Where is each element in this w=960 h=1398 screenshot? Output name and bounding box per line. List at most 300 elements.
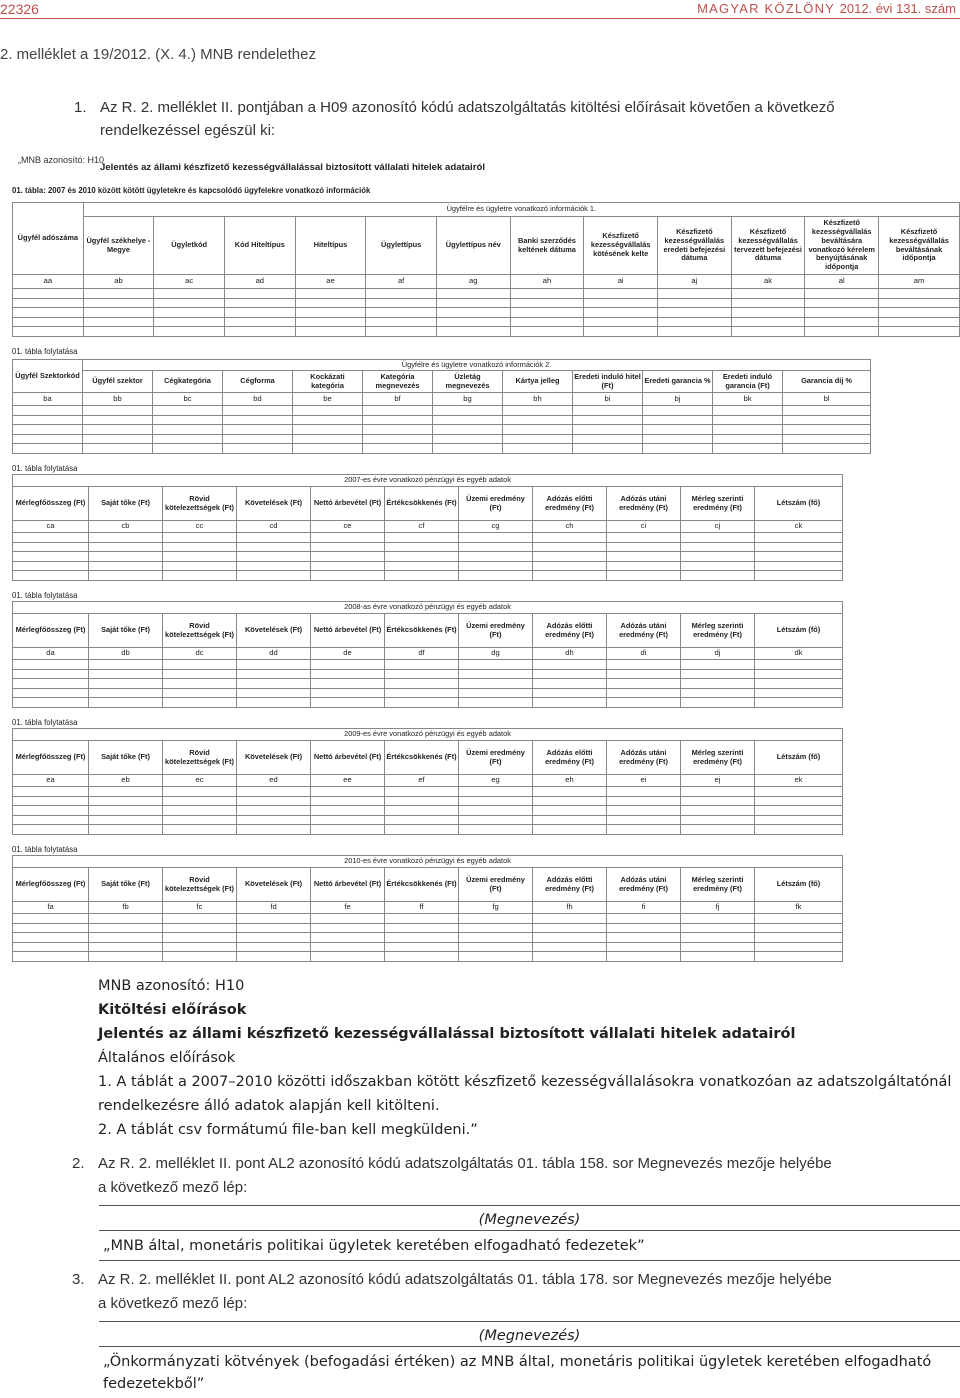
empty-cell bbox=[584, 308, 658, 318]
empty-cell bbox=[13, 317, 84, 327]
empty-cell bbox=[510, 308, 584, 318]
empty-cell bbox=[385, 542, 459, 552]
header-cell: Értékcsökkenés (Ft) bbox=[385, 741, 459, 775]
empty-cell bbox=[223, 434, 293, 444]
empty-cell bbox=[805, 308, 879, 318]
column-code: ai bbox=[584, 275, 658, 289]
empty-cell bbox=[607, 914, 681, 924]
column-code: ec bbox=[163, 775, 237, 787]
empty-cell bbox=[607, 679, 681, 689]
empty-cell bbox=[154, 308, 225, 318]
empty-cell bbox=[607, 552, 681, 562]
header-cell: Értékcsökkenés (Ft) bbox=[385, 487, 459, 521]
empty-cell bbox=[163, 679, 237, 689]
empty-cell bbox=[607, 942, 681, 952]
empty-cell bbox=[385, 698, 459, 708]
empty-cell bbox=[459, 923, 533, 933]
header-cell: Adózás utáni eredmény (Ft) bbox=[607, 868, 681, 902]
empty-cell bbox=[237, 825, 311, 835]
empty-cell bbox=[385, 933, 459, 943]
empty-cell bbox=[510, 298, 584, 308]
empty-cell bbox=[154, 298, 225, 308]
empty-cell bbox=[385, 533, 459, 543]
item-2 bbox=[72, 1152, 960, 1200]
empty-cell bbox=[83, 444, 153, 454]
table-row bbox=[13, 679, 843, 689]
empty-cell bbox=[459, 533, 533, 543]
empty-cell bbox=[385, 787, 459, 797]
empty-cell bbox=[13, 571, 89, 581]
empty-cell bbox=[237, 952, 311, 962]
empty-cell bbox=[755, 933, 843, 943]
replacement-box-3-value-line-2: fedezetekből” bbox=[103, 1376, 205, 1392]
column-code: ej bbox=[681, 775, 755, 787]
item-3-line-2: a következő mező lép: bbox=[98, 1295, 248, 1312]
empty-cell bbox=[658, 317, 732, 327]
empty-cell bbox=[237, 787, 311, 797]
header-cell: Létszám (fő) bbox=[755, 868, 843, 902]
header-cell: Cégforma bbox=[223, 371, 293, 393]
table-row bbox=[13, 787, 843, 797]
column-code: fk bbox=[755, 902, 843, 914]
empty-cell bbox=[607, 933, 681, 943]
empty-cell bbox=[385, 679, 459, 689]
replacement-box-3-head: (Megnevezés) bbox=[99, 1322, 960, 1347]
empty-cell bbox=[533, 561, 607, 571]
column-code: dd bbox=[237, 648, 311, 660]
empty-cell bbox=[607, 571, 681, 581]
intro-paragraph bbox=[74, 96, 960, 142]
column-code: am bbox=[879, 275, 960, 289]
header-cell: Ügyfél Szektorkód bbox=[13, 360, 83, 393]
header-cell: Üzletág megnevezés bbox=[433, 371, 503, 393]
table-row bbox=[13, 327, 960, 337]
empty-cell bbox=[311, 552, 385, 562]
table-row bbox=[13, 444, 871, 454]
empty-cell bbox=[533, 796, 607, 806]
empty-cell bbox=[83, 415, 153, 425]
table-row bbox=[13, 796, 843, 806]
empty-cell bbox=[366, 317, 437, 327]
empty-cell bbox=[153, 406, 223, 416]
empty-cell bbox=[163, 923, 237, 933]
table-row bbox=[13, 669, 843, 679]
column-code: ef bbox=[385, 775, 459, 787]
header-cell: Adózás utáni eredmény (Ft) bbox=[607, 741, 681, 775]
table-row bbox=[13, 425, 871, 435]
header-cell: Készfizető kezességvállalás beváltására vonatkozó kérelem benyújtásának időpontja bbox=[805, 217, 879, 275]
table-row bbox=[13, 289, 960, 299]
empty-cell bbox=[607, 923, 681, 933]
empty-cell bbox=[459, 561, 533, 571]
empty-cell bbox=[83, 317, 154, 327]
column-code: dg bbox=[459, 648, 533, 660]
empty-cell bbox=[237, 698, 311, 708]
empty-cell bbox=[755, 688, 843, 698]
replacement-box-2-head: (Megnevezés) bbox=[99, 1206, 960, 1231]
column-code: fe bbox=[311, 902, 385, 914]
header-cell: Készfizető kezességvállalás kötésének kelte bbox=[584, 217, 658, 275]
empty-cell bbox=[459, 796, 533, 806]
replacement-box-3 bbox=[99, 1321, 960, 1398]
empty-cell bbox=[385, 571, 459, 581]
column-code: ek bbox=[755, 775, 843, 787]
empty-cell bbox=[584, 298, 658, 308]
empty-cell bbox=[311, 923, 385, 933]
column-code: aj bbox=[658, 275, 732, 289]
empty-cell bbox=[154, 327, 225, 337]
empty-cell bbox=[295, 289, 366, 299]
empty-cell bbox=[311, 533, 385, 543]
header-cell: Követelések (Ft) bbox=[237, 741, 311, 775]
group-header: 2009-es évre vonatkozó pénzügyi és egyéb adatok bbox=[13, 729, 843, 741]
empty-cell bbox=[533, 533, 607, 543]
empty-cell bbox=[163, 571, 237, 581]
empty-cell bbox=[755, 571, 843, 581]
empty-cell bbox=[755, 952, 843, 962]
empty-cell bbox=[363, 444, 433, 454]
empty-cell bbox=[755, 796, 843, 806]
empty-cell bbox=[385, 688, 459, 698]
empty-cell bbox=[681, 688, 755, 698]
empty-cell bbox=[163, 660, 237, 670]
empty-cell bbox=[607, 698, 681, 708]
empty-cell bbox=[163, 787, 237, 797]
empty-cell bbox=[607, 787, 681, 797]
empty-cell bbox=[13, 552, 89, 562]
column-code: fa bbox=[13, 902, 89, 914]
item-2-line-1: Az R. 2. melléklet II. pont AL2 azonosító kódú adatszolgáltatás 01. tábla 158. sor Megnevezés mezője helyébe bbox=[98, 1155, 832, 1172]
empty-cell bbox=[363, 415, 433, 425]
header-cell: Saját tőke (Ft) bbox=[89, 487, 163, 521]
empty-cell bbox=[311, 796, 385, 806]
empty-cell bbox=[879, 308, 960, 318]
empty-cell bbox=[363, 425, 433, 435]
column-code: dh bbox=[533, 648, 607, 660]
header-cell: Kártya jelleg bbox=[503, 371, 573, 393]
empty-cell bbox=[584, 327, 658, 337]
empty-cell bbox=[13, 533, 89, 543]
empty-cell bbox=[385, 669, 459, 679]
empty-cell bbox=[755, 552, 843, 562]
empty-cell bbox=[363, 406, 433, 416]
header-cell: Üzemi eredmény (Ft) bbox=[459, 614, 533, 648]
column-code: ck bbox=[755, 521, 843, 533]
empty-cell bbox=[607, 688, 681, 698]
header-cell: Követelések (Ft) bbox=[237, 614, 311, 648]
header-cell: Adózás utáni eredmény (Ft) bbox=[607, 614, 681, 648]
empty-cell bbox=[584, 317, 658, 327]
fin-table-2007 bbox=[12, 474, 843, 581]
column-code: fi bbox=[607, 902, 681, 914]
empty-cell bbox=[755, 806, 843, 816]
empty-cell bbox=[459, 660, 533, 670]
column-code: bj bbox=[643, 393, 713, 406]
empty-cell bbox=[13, 815, 89, 825]
empty-cell bbox=[658, 327, 732, 337]
empty-cell bbox=[293, 444, 363, 454]
empty-cell bbox=[224, 308, 295, 318]
header-cell: Készfizető kezességvállalás beváltásának időpontja bbox=[879, 217, 960, 275]
empty-cell bbox=[681, 796, 755, 806]
header-cell: Kód Hiteltípus bbox=[224, 217, 295, 275]
column-code: bi bbox=[573, 393, 643, 406]
empty-cell bbox=[89, 806, 163, 816]
column-code: de bbox=[311, 648, 385, 660]
column-code: ed bbox=[237, 775, 311, 787]
empty-cell bbox=[224, 327, 295, 337]
column-code: be bbox=[293, 393, 363, 406]
empty-cell bbox=[658, 289, 732, 299]
empty-cell bbox=[643, 434, 713, 444]
empty-cell bbox=[681, 952, 755, 962]
empty-cell bbox=[293, 434, 363, 444]
empty-cell bbox=[607, 815, 681, 825]
empty-cell bbox=[89, 914, 163, 924]
header-cell: Eredeti induló garancia (Ft) bbox=[713, 371, 783, 393]
empty-cell bbox=[783, 415, 871, 425]
empty-cell bbox=[385, 825, 459, 835]
empty-cell bbox=[293, 425, 363, 435]
item-3 bbox=[72, 1268, 960, 1316]
empty-cell bbox=[436, 298, 510, 308]
header-cell: Adózás előtti eredmény (Ft) bbox=[533, 614, 607, 648]
empty-cell bbox=[311, 942, 385, 952]
header-cell: Ügyfél szektor bbox=[83, 371, 153, 393]
header-cell: Üzemi eredmény (Ft) bbox=[459, 487, 533, 521]
empty-cell bbox=[13, 660, 89, 670]
replacement-box-2 bbox=[99, 1205, 960, 1261]
header-cell: Saját tőke (Ft) bbox=[89, 868, 163, 902]
empty-cell bbox=[311, 660, 385, 670]
column-code: eb bbox=[89, 775, 163, 787]
empty-cell bbox=[533, 952, 607, 962]
empty-cell bbox=[643, 415, 713, 425]
empty-cell bbox=[385, 815, 459, 825]
table-row bbox=[13, 952, 843, 962]
column-code: cg bbox=[459, 521, 533, 533]
column-code: bf bbox=[363, 393, 433, 406]
empty-cell bbox=[89, 796, 163, 806]
column-code: di bbox=[607, 648, 681, 660]
page-number: 22326 bbox=[0, 1, 39, 17]
empty-cell bbox=[154, 317, 225, 327]
header-cell: Banki szerződés keltének dátuma bbox=[510, 217, 584, 275]
table-row bbox=[13, 317, 960, 327]
empty-cell bbox=[295, 298, 366, 308]
column-code: ee bbox=[311, 775, 385, 787]
instructions-block bbox=[98, 974, 960, 1142]
replacement-box-3-value-line-1: „Önkormányzati kötvények (befogadási értéken) az MNB által, monetáris politikai ügyletek keretében elfogadható bbox=[103, 1354, 932, 1370]
empty-cell bbox=[533, 552, 607, 562]
instructions-p2: 2. A táblát csv formátumú file-ban kell megküldeni.” bbox=[98, 1122, 478, 1138]
column-code: ac bbox=[154, 275, 225, 289]
replacement-box-2-value: „MNB által, monetáris politikai ügyletek keretében elfogadható fedezetek” bbox=[103, 1238, 645, 1254]
empty-cell bbox=[607, 796, 681, 806]
empty-cell bbox=[83, 406, 153, 416]
empty-cell bbox=[311, 679, 385, 689]
column-code: cf bbox=[385, 521, 459, 533]
header-cell: Kategória megnevezés bbox=[363, 371, 433, 393]
table-row bbox=[13, 923, 843, 933]
column-code: al bbox=[805, 275, 879, 289]
column-code: ei bbox=[607, 775, 681, 787]
empty-cell bbox=[89, 688, 163, 698]
empty-cell bbox=[89, 787, 163, 797]
empty-cell bbox=[366, 308, 437, 318]
empty-cell bbox=[459, 679, 533, 689]
table-1 bbox=[12, 202, 960, 337]
empty-cell bbox=[224, 289, 295, 299]
empty-cell bbox=[13, 542, 89, 552]
empty-cell bbox=[805, 289, 879, 299]
empty-cell bbox=[293, 406, 363, 416]
fin-table-2-cont-label: 01. tábla folytatása bbox=[12, 591, 78, 600]
empty-cell bbox=[311, 698, 385, 708]
empty-cell bbox=[459, 698, 533, 708]
column-code: aa bbox=[13, 275, 84, 289]
empty-cell bbox=[459, 942, 533, 952]
instructions-p1a: 1. A táblát a 2007–2010 közötti időszakban kötött készfizető kezességvállalásokra vonatkozóan az adatszolgáltatónál bbox=[98, 1074, 952, 1090]
table1-title: 01. tábla: 2007 és 2010 között kötött ügyletekre és kapcsolódó ügyfelekre vonatkozó információk bbox=[12, 186, 371, 195]
empty-cell bbox=[385, 552, 459, 562]
item-3-number: 3. bbox=[72, 1271, 85, 1288]
empty-cell bbox=[459, 552, 533, 562]
column-code: df bbox=[385, 648, 459, 660]
empty-cell bbox=[13, 796, 89, 806]
empty-cell bbox=[533, 698, 607, 708]
column-code: da bbox=[13, 648, 89, 660]
table-row bbox=[13, 571, 843, 581]
empty-cell bbox=[436, 289, 510, 299]
column-code: ba bbox=[13, 393, 83, 406]
instructions-title: Jelentés az állami készfizető kezességvállalással biztosított vállalati hitelek adatairól bbox=[98, 1026, 796, 1042]
fin-table-3-cont-label: 01. tábla folytatása bbox=[12, 718, 78, 727]
table-row bbox=[13, 298, 960, 308]
empty-cell bbox=[295, 317, 366, 327]
empty-cell bbox=[311, 561, 385, 571]
column-code: eg bbox=[459, 775, 533, 787]
empty-cell bbox=[224, 298, 295, 308]
column-code: ci bbox=[607, 521, 681, 533]
header-cell: Rövid kötelezettségek (Ft) bbox=[163, 487, 237, 521]
empty-cell bbox=[311, 787, 385, 797]
empty-cell bbox=[89, 942, 163, 952]
empty-cell bbox=[643, 406, 713, 416]
fin-table-1-cont-label: 01. tábla folytatása bbox=[12, 464, 78, 473]
empty-cell bbox=[713, 425, 783, 435]
empty-cell bbox=[731, 327, 805, 337]
form-mnb-id: „MNB azonosító: H10 bbox=[18, 155, 105, 165]
empty-cell bbox=[237, 796, 311, 806]
empty-cell bbox=[607, 669, 681, 679]
header-cell: Adózás előtti eredmény (Ft) bbox=[533, 741, 607, 775]
header-cell: Saját tőke (Ft) bbox=[89, 614, 163, 648]
empty-cell bbox=[13, 298, 84, 308]
empty-cell bbox=[433, 425, 503, 435]
empty-cell bbox=[607, 660, 681, 670]
empty-cell bbox=[311, 688, 385, 698]
header-cell: Hiteltípus bbox=[295, 217, 366, 275]
empty-cell bbox=[163, 533, 237, 543]
empty-cell bbox=[237, 923, 311, 933]
empty-cell bbox=[223, 406, 293, 416]
empty-cell bbox=[533, 571, 607, 581]
empty-cell bbox=[681, 542, 755, 552]
header-cell: Rövid kötelezettségek (Ft) bbox=[163, 868, 237, 902]
empty-cell bbox=[510, 327, 584, 337]
empty-cell bbox=[89, 533, 163, 543]
empty-cell bbox=[13, 806, 89, 816]
empty-cell bbox=[13, 327, 84, 337]
empty-cell bbox=[755, 533, 843, 543]
empty-cell bbox=[510, 317, 584, 327]
header-cell: Ügyfél adószáma bbox=[13, 203, 84, 275]
empty-cell bbox=[533, 942, 607, 952]
empty-cell bbox=[459, 542, 533, 552]
issue-label: 2012. évi 131. szám bbox=[839, 1, 956, 16]
empty-cell bbox=[503, 444, 573, 454]
table-row bbox=[13, 815, 843, 825]
header-cell: Nettó árbevétel (Ft) bbox=[311, 868, 385, 902]
empty-cell bbox=[89, 542, 163, 552]
empty-cell bbox=[681, 561, 755, 571]
empty-cell bbox=[163, 952, 237, 962]
table-row bbox=[13, 533, 843, 543]
table-row bbox=[13, 942, 843, 952]
empty-cell bbox=[533, 923, 607, 933]
empty-cell bbox=[681, 942, 755, 952]
table-row bbox=[13, 914, 843, 924]
empty-cell bbox=[13, 289, 84, 299]
empty-cell bbox=[13, 933, 89, 943]
empty-cell bbox=[311, 825, 385, 835]
table2-cont-label: 01. tábla folytatása bbox=[12, 347, 78, 356]
empty-cell bbox=[755, 679, 843, 689]
empty-cell bbox=[13, 406, 83, 416]
empty-cell bbox=[13, 415, 83, 425]
publication-name: MAGYAR KÖZLÖNY bbox=[697, 1, 835, 16]
column-code: ce bbox=[311, 521, 385, 533]
header-cell: Üzemi eredmény (Ft) bbox=[459, 868, 533, 902]
empty-cell bbox=[89, 552, 163, 562]
table-row bbox=[13, 660, 843, 670]
empty-cell bbox=[433, 434, 503, 444]
empty-cell bbox=[533, 669, 607, 679]
empty-cell bbox=[13, 308, 84, 318]
empty-cell bbox=[459, 806, 533, 816]
empty-cell bbox=[755, 787, 843, 797]
empty-cell bbox=[755, 660, 843, 670]
empty-cell bbox=[83, 425, 153, 435]
empty-cell bbox=[163, 688, 237, 698]
header-cell: Ügylettípus név bbox=[436, 217, 510, 275]
empty-cell bbox=[83, 327, 154, 337]
empty-cell bbox=[436, 308, 510, 318]
empty-cell bbox=[89, 825, 163, 835]
column-code: bl bbox=[783, 393, 871, 406]
column-code: ad bbox=[224, 275, 295, 289]
empty-cell bbox=[163, 698, 237, 708]
item-2-number: 2. bbox=[72, 1155, 85, 1172]
column-code: ff bbox=[385, 902, 459, 914]
fin-table-4-cont-label: 01. tábla folytatása bbox=[12, 845, 78, 854]
column-code: ae bbox=[295, 275, 366, 289]
column-code: ea bbox=[13, 775, 89, 787]
table-row bbox=[13, 933, 843, 943]
column-code: ah bbox=[510, 275, 584, 289]
empty-cell bbox=[237, 914, 311, 924]
